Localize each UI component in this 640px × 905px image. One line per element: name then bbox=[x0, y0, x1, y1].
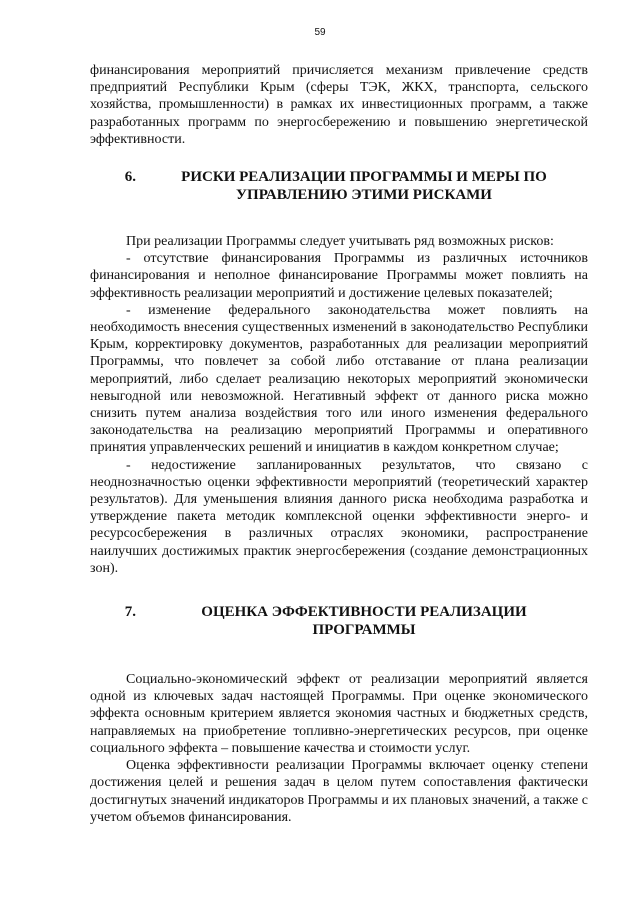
section-7-heading bbox=[90, 603, 588, 639]
evaluation-paragraph: Оценка эффективности реализации Программы включает оценку степени достижения целей и решения задач в целом путем сопоставления фактически достигнутых значений индикаторов Программы и их плановых значений, а также с учетом объемов финансирования. bbox=[90, 758, 588, 825]
risk-item-results: - недостижение запланированных результатов, что связано с неоднозначностью оценки эффективности мероприятий (теоретический характер результатов). Для уменьшения влияния данного риска необходима разработка и утверждение пакета методик комплексной оценки эффективности энерго- и ресурсосбережения в различных отраслях экономики, распространение наилучших достижимых практик энергосбережения (создание демонстрационных зон). bbox=[90, 457, 588, 576]
section-7-number: 7. bbox=[124, 604, 136, 621]
risk-item-legislation: - изменение федерального законодательства может повлиять на необходимость внесения существенных изменений в законодательство Республики Крым, корректировку документов, разработанных для реализации мероприятий Программы, что повлечет за собой либо отставание от плана реализации мероприятий, либо сделает реализацию некоторых мероприятий экономически невыгодной или невозможной. Негативный эффект от данного риска можно снизить путем анализа воздействия того или иного изменения федерального законодательства на реализацию мероприятий Программы и оперативного принятия управленческих решений и инициатив в каждом конкретном случае; bbox=[90, 302, 588, 456]
intro-paragraph: финансирования мероприятий причисляется механизм привлечение средств предприятий Республики Крым (сферы ТЭК, ЖКХ, транспорта, сельского хозяйства, промышленности) в рамках их инвестиционных программ, а также разработанных программ по энергосбережению и повышению энергетической эффективности. bbox=[90, 63, 588, 147]
section-6-heading bbox=[90, 168, 588, 204]
section-6-number: 6. bbox=[124, 169, 136, 186]
effect-paragraph: Социально-экономический эффект от реализации мероприятий является одной из ключевых задач настоящей Программы. При оценке экономического эффекта основным критерием является экономия частных и бюджетных средств, направляемых на приобретение топливно-энергетических ресурсов, при оценке социального эффекта – повышение качества и стоимости услуг. bbox=[90, 672, 588, 756]
document-body bbox=[90, 62, 588, 826]
page-number: 59 bbox=[314, 27, 326, 38]
risks-intro: При реализации Программы следует учитывать ряд возможных рисков: bbox=[126, 234, 554, 250]
risk-item-funding: - отсутствие финансирования Программы из различных источников финансирования и неполное финансирование Программы может повлиять на эффективность реализации мероприятий и достижение целевых показателей; bbox=[90, 251, 588, 301]
section-7-title: ОЦЕНКА ЭФФЕКТИВНОСТИ РЕАЛИЗАЦИИ ПРОГРАММЫ bbox=[201, 604, 527, 639]
section-6-title: РИСКИ РЕАЛИЗАЦИИ ПРОГРАММЫ И МЕРЫ ПО УПРАВЛЕНИЮ ЭТИМИ РИСКАМИ bbox=[181, 169, 547, 204]
